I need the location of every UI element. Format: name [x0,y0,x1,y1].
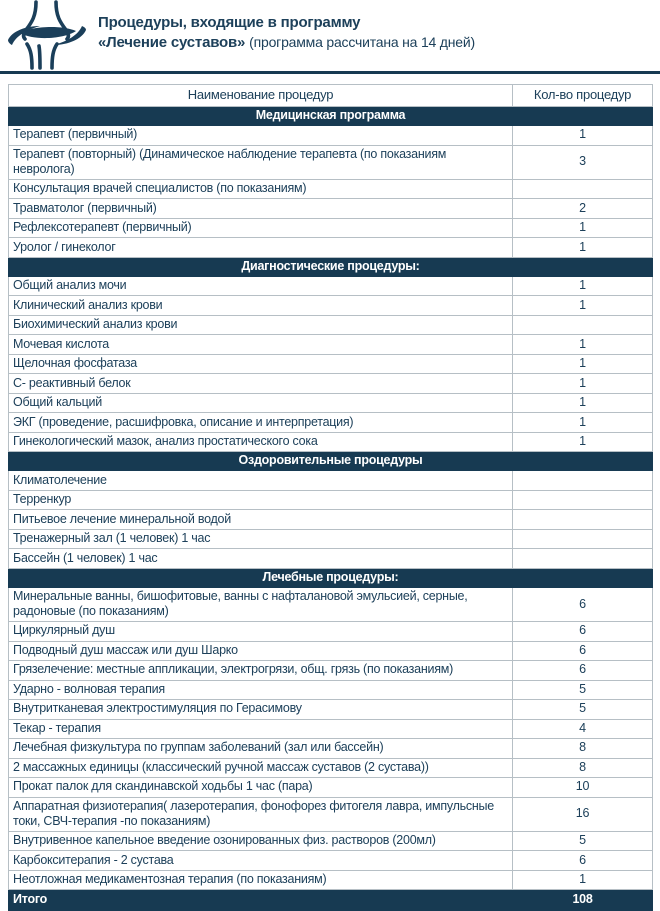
table-row [9,587,653,621]
procedure-count-cell [513,315,653,335]
page-subtitle [98,33,475,53]
procedure-count-cell: 3 [513,145,653,179]
table-row [9,739,653,759]
total-value: 108 [513,890,653,911]
table-row [9,276,653,296]
procedure-name-cell: Травматолог (первичный) [9,199,513,219]
procedure-name-cell: Лечебная физкультура по группам заболеваний (зал или бассейн) [9,739,513,759]
section-title: Оздоровительные процедуры [9,452,653,471]
section-header-row [9,257,653,276]
procedure-name-cell: Уролог / гинеколог [9,238,513,258]
table-row [9,432,653,452]
table-row [9,471,653,491]
table-row [9,758,653,778]
knee-joint-logo [6,0,88,70]
procedure-count-cell: 2 [513,199,653,219]
procedure-count-cell [513,510,653,530]
procedure-name-cell: Терренкур [9,490,513,510]
table-row [9,700,653,720]
procedure-count-cell: 8 [513,758,653,778]
procedure-name-cell: Общий кальций [9,393,513,413]
section-header-row [9,568,653,587]
section-title: Диагностические процедуры: [9,257,653,276]
procedure-name-cell: Питьевое лечение минеральной водой [9,510,513,530]
procedure-name-cell: Щелочная фосфатаза [9,354,513,374]
procedure-name-cell: С- реактивный белок [9,374,513,394]
procedure-name-cell: Клинический анализ крови [9,296,513,316]
page-header [0,0,660,70]
header-divider [0,71,660,74]
procedure-name-cell: Аппаратная физиотерапия( лазеротерапия, фонофорез фитогеля лавра, импульсные токи, СВЧ-терапия -по показаниям) [9,797,513,831]
procedure-name-cell: Неотложная медикаментозная терапия (по показаниям) [9,870,513,890]
table-row [9,315,653,335]
procedure-count-cell: 1 [513,218,653,238]
procedure-count-cell: 1 [513,413,653,433]
table-row [9,510,653,530]
table-row [9,641,653,661]
procedure-count-cell: 1 [513,126,653,146]
total-label: Итого [9,890,513,911]
procedure-name-cell: Подводный душ массаж или душ Шарко [9,641,513,661]
procedure-name-cell: Текар - терапия [9,719,513,739]
column-header-count: Кол-во процедур [513,85,653,107]
procedure-count-cell: 16 [513,797,653,831]
procedure-count-cell: 1 [513,335,653,355]
table-row [9,680,653,700]
table-row [9,354,653,374]
column-header-row [9,85,653,107]
title-block [88,0,475,54]
procedure-count-cell: 1 [513,393,653,413]
section-title: Лечебные процедуры: [9,568,653,587]
procedure-name-cell: Грязелечение: местные аппликации, электрогрязи, общ. грязь (по показаниям) [9,661,513,681]
table-row [9,549,653,569]
procedure-count-cell: 1 [513,354,653,374]
table-row [9,199,653,219]
procedure-name-cell: Мочевая кислота [9,335,513,355]
table-row [9,374,653,394]
procedure-name-cell: Климатолечение [9,471,513,491]
table-row [9,490,653,510]
procedure-count-cell: 5 [513,831,653,851]
table-row [9,719,653,739]
program-note: (программа рассчитана на 14 дней) [249,34,475,51]
procedure-name-cell: Терапевт (повторный) (Динамическое наблюдение терапевта (по показаниям невролога) [9,145,513,179]
table-row [9,797,653,831]
table-row [9,661,653,681]
procedure-name-cell: Тренажерный зал (1 человек) 1 час [9,529,513,549]
procedure-name-cell: Терапевт (первичный) [9,126,513,146]
procedure-count-cell: 6 [513,622,653,642]
procedure-count-cell [513,179,653,199]
table-row [9,126,653,146]
procedure-count-cell [513,549,653,569]
procedure-count-cell [513,490,653,510]
procedure-name-cell: Общий анализ мочи [9,276,513,296]
table-row [9,393,653,413]
procedure-name-cell: Внутривенное капельное введение озонированных физ. растворов (200мл) [9,831,513,851]
procedure-count-cell: 6 [513,641,653,661]
procedure-name-cell: Консультация врачей специалистов (по показаниям) [9,179,513,199]
procedure-name-cell: Карбокситерапия - 2 сустава [9,851,513,871]
procedure-count-cell: 8 [513,739,653,759]
procedure-count-cell: 10 [513,778,653,798]
table-row [9,296,653,316]
procedure-count-cell [513,529,653,549]
table-row [9,529,653,549]
table-row [9,218,653,238]
procedure-count-cell: 1 [513,276,653,296]
procedures-table [8,84,653,911]
program-name: «Лечение суставов» [98,34,246,52]
procedure-count-cell: 6 [513,587,653,621]
procedure-count-cell: 1 [513,374,653,394]
section-header-row [9,107,653,126]
table-row [9,145,653,179]
procedure-count-cell: 5 [513,700,653,720]
procedure-name-cell: Биохимический анализ крови [9,315,513,335]
procedures-table-body [9,107,653,890]
table-row [9,831,653,851]
table-row [9,778,653,798]
total-row [9,890,653,911]
column-header-name: Наименование процедур [9,85,513,107]
procedure-name-cell: Минеральные ванны, бишофитовые, ванны с нафталановой эмульсией, серные, радоновые (по показаниям) [9,587,513,621]
procedure-count-cell: 6 [513,851,653,871]
procedure-count-cell: 5 [513,680,653,700]
table-row [9,622,653,642]
procedure-name-cell: Бассейн (1 человек) 1 час [9,549,513,569]
procedure-count-cell: 1 [513,238,653,258]
table-row [9,335,653,355]
procedure-count-cell: 1 [513,296,653,316]
table-row [9,238,653,258]
procedure-name-cell: Гинекологический мазок, анализ простатического сока [9,432,513,452]
procedure-name-cell: Рефлексотерапевт (первичный) [9,218,513,238]
procedure-count-cell [513,471,653,491]
procedure-count-cell: 6 [513,661,653,681]
procedure-name-cell: Прокат палок для скандинавской ходьбы 1 час (пара) [9,778,513,798]
section-title: Медицинская программа [9,107,653,126]
procedure-name-cell: Ударно - волновая терапия [9,680,513,700]
procedure-count-cell: 4 [513,719,653,739]
procedure-name-cell: Циркулярный душ [9,622,513,642]
table-row [9,179,653,199]
table-row [9,851,653,871]
table-row [9,413,653,433]
table-row [9,870,653,890]
procedure-name-cell: 2 массажных единицы (классический ручной массаж суставов (2 сустава)) [9,758,513,778]
procedure-count-cell: 1 [513,432,653,452]
page-title: Процедуры, входящие в программу [98,14,361,31]
procedure-count-cell: 1 [513,870,653,890]
section-header-row [9,452,653,471]
procedure-name-cell: Внутритканевая электростимуляция по Герасимову [9,700,513,720]
procedure-name-cell: ЭКГ (проведение, расшифровка, описание и интерпретация) [9,413,513,433]
